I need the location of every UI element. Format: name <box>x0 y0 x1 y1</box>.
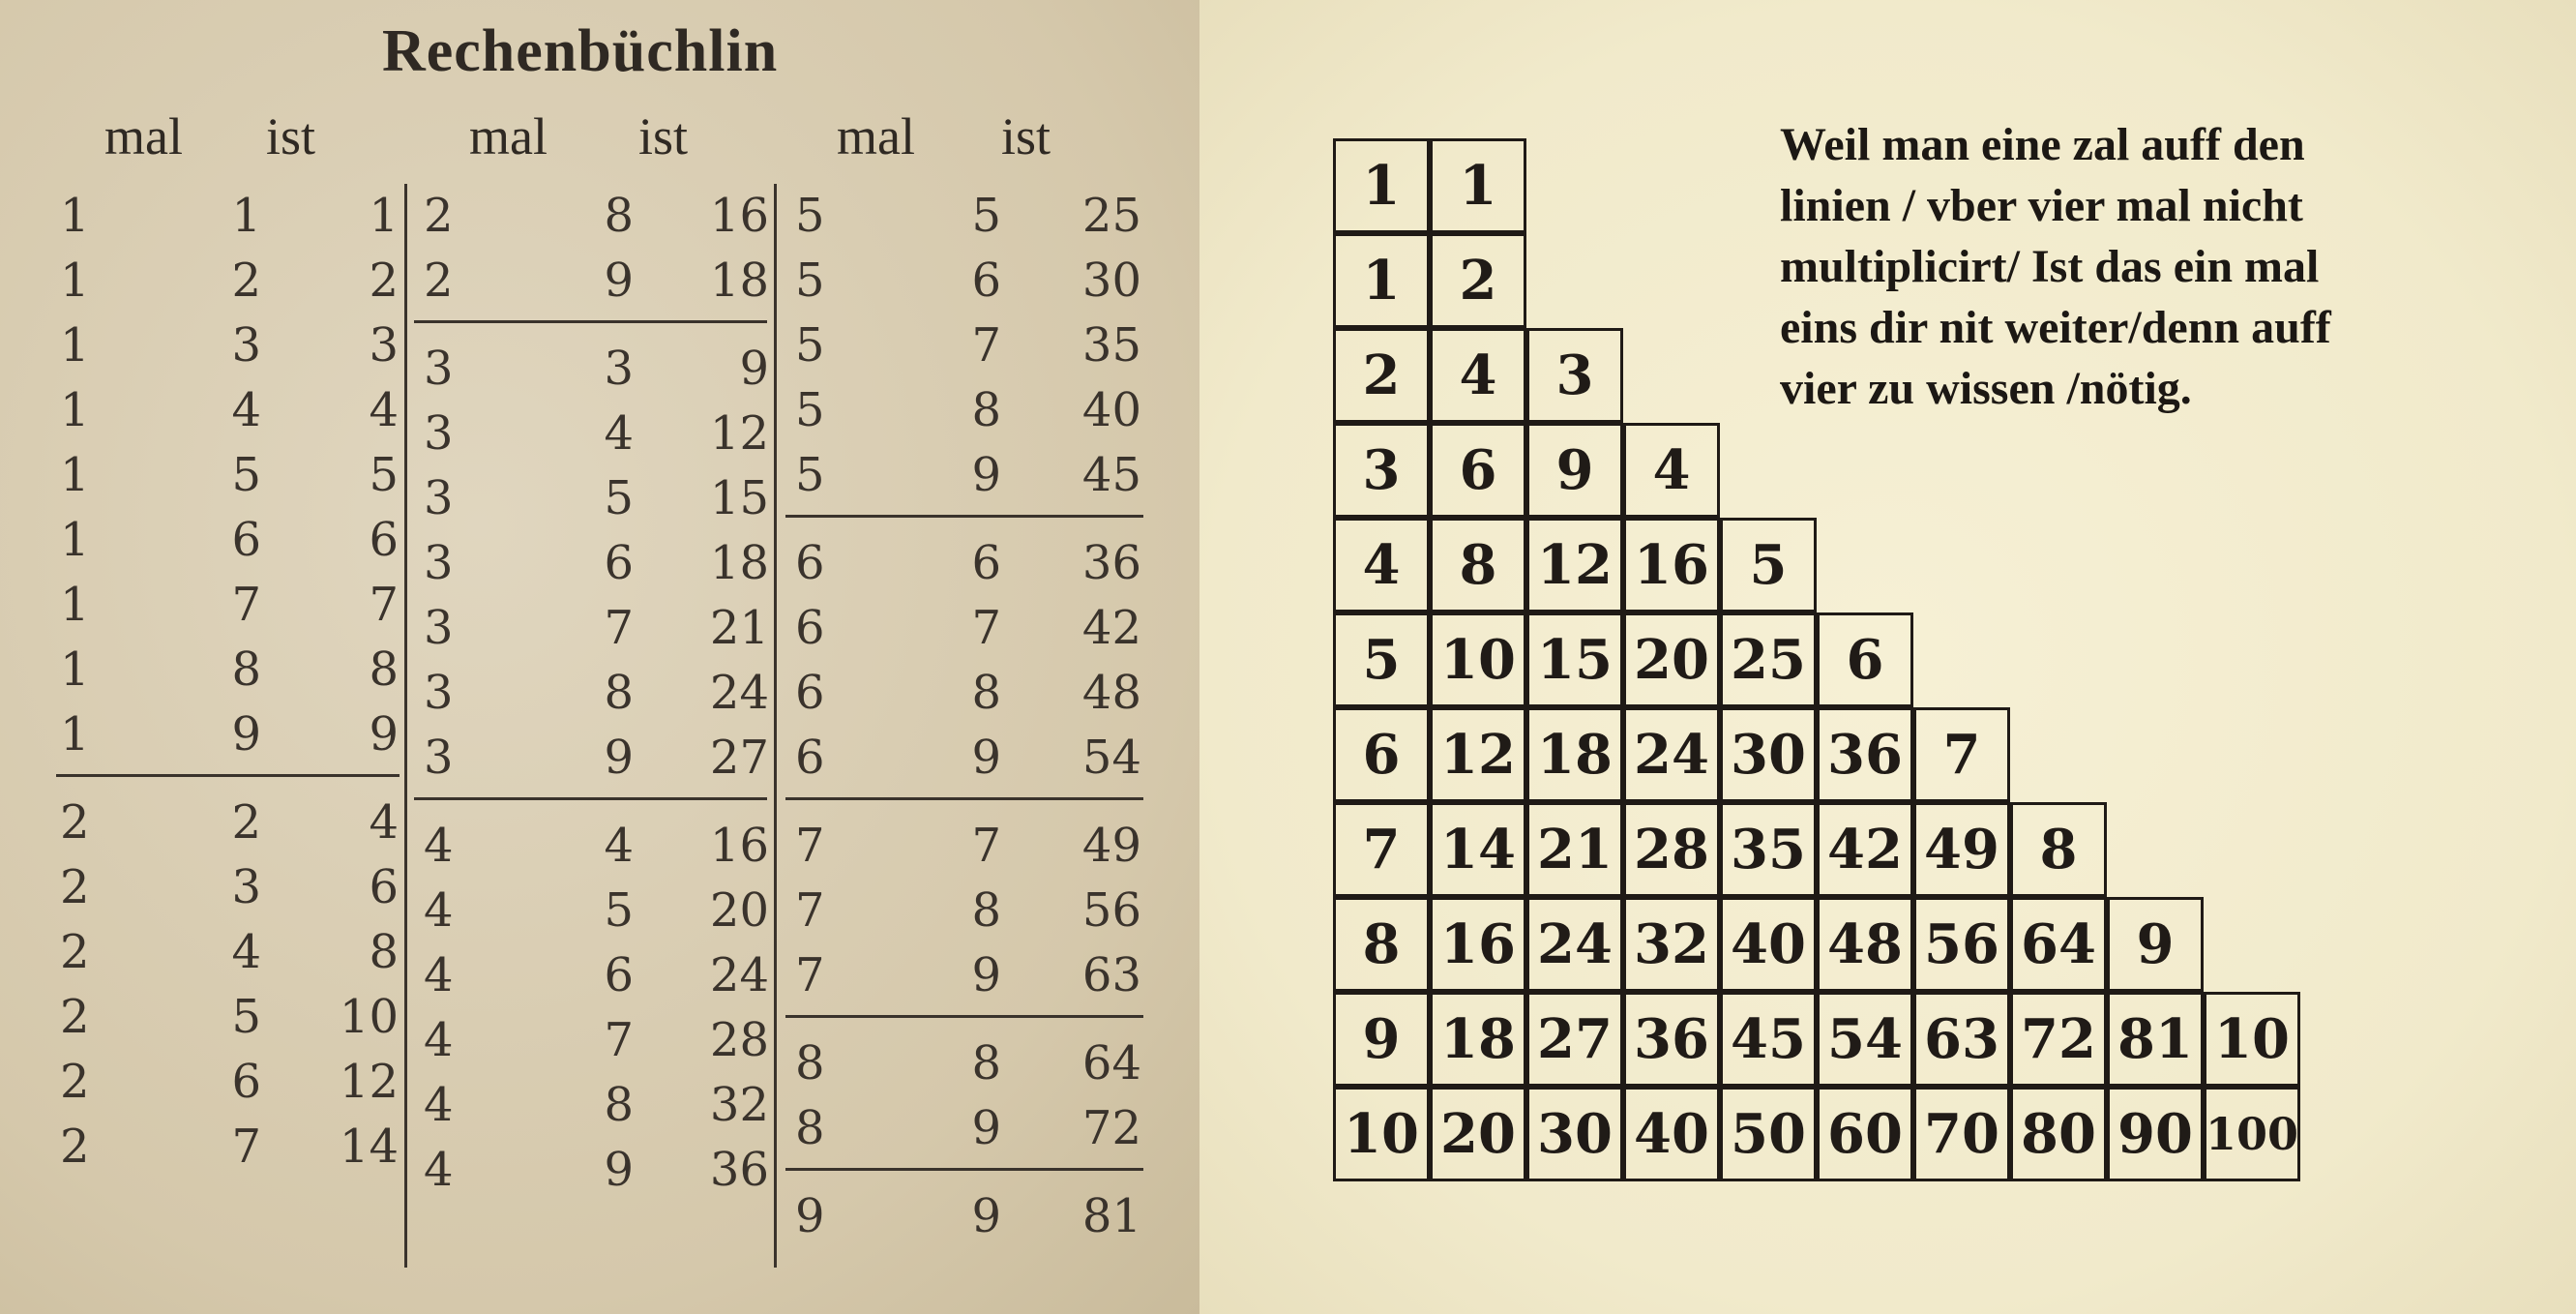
table-cell: 28 <box>1623 802 1720 897</box>
multiplicand: 1 <box>60 707 90 762</box>
table-cell: 16 <box>1623 518 1720 612</box>
multiplicand: 4 <box>424 1143 454 1197</box>
product: 25 <box>1081 189 1141 243</box>
header-mal-3: mal <box>837 107 915 165</box>
multiplier: 5 <box>971 189 1001 243</box>
table-cell: 80 <box>2010 1087 2107 1181</box>
multiplier: 6 <box>231 513 261 567</box>
table-cell: 18 <box>1430 992 1526 1087</box>
header-mal-2: mal <box>469 107 548 165</box>
multiplier: 7 <box>971 819 1001 873</box>
product: 4 <box>369 795 399 850</box>
diagonal-cell: 5 <box>1720 518 1817 612</box>
multiplier: 8 <box>971 883 1001 938</box>
product: 81 <box>1081 1189 1141 1243</box>
product: 9 <box>739 342 769 396</box>
product: 12 <box>339 1055 399 1109</box>
multiplicand: 6 <box>795 601 825 655</box>
multiplier: 6 <box>604 536 634 590</box>
diagonal-cell: 10 <box>2204 992 2300 1087</box>
table-cell: 15 <box>1526 612 1623 707</box>
group-divider <box>414 797 767 800</box>
multiplicand: 1 <box>60 448 90 502</box>
product: 10 <box>339 990 399 1044</box>
product: 54 <box>1081 731 1141 785</box>
multiplicand: 1 <box>60 189 90 243</box>
multiplicand: 5 <box>795 189 825 243</box>
product: 27 <box>709 731 769 785</box>
table-cell: 8 <box>1430 518 1526 612</box>
multiplier: 2 <box>231 795 261 850</box>
multiplicand: 5 <box>795 383 825 437</box>
table-cell: 24 <box>1526 897 1623 992</box>
product: 49 <box>1081 819 1141 873</box>
table-cell: 7 <box>1333 802 1430 897</box>
multiplicand: 2 <box>60 1120 90 1174</box>
header-mal-1: mal <box>104 107 183 165</box>
multiplier: 2 <box>231 254 261 308</box>
product: 45 <box>1081 448 1141 502</box>
note-line: Weil man eine zal auff den <box>1780 119 2305 170</box>
multiplicand: 5 <box>795 254 825 308</box>
product: 40 <box>1081 383 1141 437</box>
multiplicand: 2 <box>424 254 454 308</box>
multiplicand: 5 <box>795 448 825 502</box>
multiplier: 8 <box>604 189 634 243</box>
multiplicand: 1 <box>60 383 90 437</box>
multiplier: 9 <box>604 254 634 308</box>
product: 42 <box>1081 601 1141 655</box>
multiplicand: 3 <box>424 342 454 396</box>
multiplier: 3 <box>604 342 634 396</box>
table-cell: 64 <box>2010 897 2107 992</box>
table-cell: 27 <box>1526 992 1623 1087</box>
multiplier: 4 <box>231 925 261 979</box>
table-cell: 60 <box>1817 1087 1913 1181</box>
table-cell: 30 <box>1526 1087 1623 1181</box>
product: 2 <box>369 254 399 308</box>
multiplier: 9 <box>971 948 1001 1002</box>
multiplicand: 9 <box>795 1189 825 1243</box>
diagonal-cell: 9 <box>2107 897 2204 992</box>
group-divider <box>785 797 1143 800</box>
product: 8 <box>369 642 399 697</box>
product: 24 <box>709 666 769 720</box>
table-cell: 10 <box>1333 1087 1430 1181</box>
multiplier: 5 <box>604 471 634 525</box>
left-page <box>0 0 1199 1314</box>
table-cell: 50 <box>1720 1087 1817 1181</box>
table-cell: 56 <box>1913 897 2010 992</box>
table-cell: 10 <box>1430 612 1526 707</box>
multiplier: 6 <box>231 1055 261 1109</box>
multiplier: 8 <box>971 1036 1001 1090</box>
table-cell: 42 <box>1817 802 1913 897</box>
multiplicand: 1 <box>60 254 90 308</box>
header-ist-2: ist <box>638 107 689 165</box>
table-cell: 24 <box>1623 707 1720 802</box>
product: 18 <box>709 254 769 308</box>
diagonal-cell: 6 <box>1817 612 1913 707</box>
table-cell: 54 <box>1817 992 1913 1087</box>
table-cell: 40 <box>1623 1087 1720 1181</box>
table-cell: 12 <box>1430 707 1526 802</box>
header-ist-3: ist <box>1001 107 1051 165</box>
table-cell: 6 <box>1333 707 1430 802</box>
product: 35 <box>1081 318 1141 373</box>
table-cell: 2 <box>1333 328 1430 423</box>
table-cell: 9 <box>1333 992 1430 1087</box>
product: 6 <box>369 860 399 914</box>
multiplicand: 3 <box>424 601 454 655</box>
multiplicand: 1 <box>60 578 90 632</box>
group-divider <box>414 320 767 323</box>
multiplier: 7 <box>971 601 1001 655</box>
table-cell: 2 <box>1430 233 1526 328</box>
table-cell: 25 <box>1720 612 1817 707</box>
table-cell: 3 <box>1333 423 1430 518</box>
multiplier: 8 <box>971 383 1001 437</box>
table-cell: 48 <box>1817 897 1913 992</box>
product: 16 <box>709 189 769 243</box>
product: 18 <box>709 536 769 590</box>
multiplicand: 3 <box>424 536 454 590</box>
note-line: vier zu wissen /nötig. <box>1780 363 2192 414</box>
product: 15 <box>709 471 769 525</box>
product: 12 <box>709 406 769 461</box>
multiplicand: 4 <box>424 883 454 938</box>
multiplicand: 2 <box>60 990 90 1044</box>
table-cell: 16 <box>1430 897 1526 992</box>
multiplier: 8 <box>231 642 261 697</box>
table-cell: 100 <box>2204 1087 2300 1181</box>
product: 7 <box>369 578 399 632</box>
column-rule-1 <box>404 184 407 1268</box>
multiplicand: 4 <box>424 819 454 873</box>
multiplicand: 2 <box>60 795 90 850</box>
multiplier: 9 <box>971 731 1001 785</box>
product: 24 <box>709 948 769 1002</box>
product: 3 <box>369 318 399 373</box>
product: 8 <box>369 925 399 979</box>
table-cell: 1 <box>1333 138 1430 233</box>
table-cell: 12 <box>1526 518 1623 612</box>
table-cell: 36 <box>1817 707 1913 802</box>
product: 21 <box>709 601 769 655</box>
multiplicand: 2 <box>60 925 90 979</box>
multiplicand: 6 <box>795 666 825 720</box>
multiplicand: 7 <box>795 883 825 938</box>
table-cell: 5 <box>1333 612 1430 707</box>
table-cell: 8 <box>1333 897 1430 992</box>
multiplier: 1 <box>231 189 261 243</box>
table-cell: 20 <box>1623 612 1720 707</box>
product: 14 <box>339 1120 399 1174</box>
table-cell: 20 <box>1430 1087 1526 1181</box>
multiplicand: 6 <box>795 536 825 590</box>
multiplicand: 5 <box>795 318 825 373</box>
multiplicand: 4 <box>424 948 454 1002</box>
table-cell: 35 <box>1720 802 1817 897</box>
multiplier: 7 <box>231 578 261 632</box>
group-divider <box>56 774 400 777</box>
product: 1 <box>369 189 399 243</box>
table-cell: 36 <box>1623 992 1720 1087</box>
multiplicand: 1 <box>60 318 90 373</box>
table-cell: 4 <box>1333 518 1430 612</box>
multiplier: 5 <box>231 448 261 502</box>
multiplicand: 2 <box>424 189 454 243</box>
multiplier: 8 <box>604 666 634 720</box>
table-cell: 1 <box>1333 233 1430 328</box>
column-rule-2 <box>774 184 777 1268</box>
multiplicand: 3 <box>424 406 454 461</box>
product: 20 <box>709 883 769 938</box>
product: 56 <box>1081 883 1141 938</box>
multiplicand: 8 <box>795 1036 825 1090</box>
multiplier: 7 <box>231 1120 261 1174</box>
running-head: Rechenbüchlin <box>382 18 779 84</box>
group-divider <box>785 515 1143 518</box>
product: 64 <box>1081 1036 1141 1090</box>
multiplier: 9 <box>231 707 261 762</box>
multiplier: 3 <box>231 860 261 914</box>
multiplicand: 1 <box>60 513 90 567</box>
product: 30 <box>1081 254 1141 308</box>
multiplicand: 4 <box>424 1078 454 1132</box>
multiplier: 4 <box>231 383 261 437</box>
multiplier: 6 <box>971 254 1001 308</box>
multiplier: 9 <box>604 731 634 785</box>
product: 16 <box>709 819 769 873</box>
multiplicand: 3 <box>424 666 454 720</box>
table-cell: 14 <box>1430 802 1526 897</box>
multiplier: 7 <box>604 601 634 655</box>
multiplicand: 6 <box>795 731 825 785</box>
diagonal-cell: 3 <box>1526 328 1623 423</box>
note-line: multiplicirt/ Ist das ein mal <box>1780 241 2320 292</box>
multiplier: 3 <box>231 318 261 373</box>
product: 28 <box>709 1013 769 1067</box>
table-cell: 21 <box>1526 802 1623 897</box>
product: 36 <box>709 1143 769 1197</box>
multiplier: 7 <box>971 318 1001 373</box>
multiplier: 7 <box>604 1013 634 1067</box>
right-page <box>1199 0 2576 1314</box>
table-cell: 90 <box>2107 1087 2204 1181</box>
multiplicand: 1 <box>60 642 90 697</box>
multiplier: 9 <box>971 448 1001 502</box>
group-divider <box>785 1168 1143 1171</box>
multiplier: 9 <box>604 1143 634 1197</box>
multiplier: 5 <box>231 990 261 1044</box>
table-cell: 1 <box>1430 138 1526 233</box>
multiplicand: 3 <box>424 471 454 525</box>
multiplicand: 8 <box>795 1101 825 1155</box>
table-cell: 40 <box>1720 897 1817 992</box>
diagonal-cell: 7 <box>1913 707 2010 802</box>
product: 48 <box>1081 666 1141 720</box>
table-cell: 81 <box>2107 992 2204 1087</box>
product: 63 <box>1081 948 1141 1002</box>
multiplicand: 7 <box>795 948 825 1002</box>
product: 9 <box>369 707 399 762</box>
multiplier: 4 <box>604 819 634 873</box>
product: 72 <box>1081 1101 1141 1155</box>
table-cell: 18 <box>1526 707 1623 802</box>
table-cell: 6 <box>1430 423 1526 518</box>
table-cell: 72 <box>2010 992 2107 1087</box>
table-cell: 45 <box>1720 992 1817 1087</box>
table-cell: 70 <box>1913 1087 2010 1181</box>
product: 4 <box>369 383 399 437</box>
table-cell: 63 <box>1913 992 2010 1087</box>
explanatory-note <box>1780 114 2554 419</box>
diagonal-cell: 8 <box>2010 802 2107 897</box>
multiplicand: 2 <box>60 860 90 914</box>
multiplier: 8 <box>604 1078 634 1132</box>
table-cell: 9 <box>1526 423 1623 518</box>
multiplier: 9 <box>971 1101 1001 1155</box>
multiplicand: 7 <box>795 819 825 873</box>
multiplicand: 3 <box>424 731 454 785</box>
group-divider <box>785 1015 1143 1018</box>
product: 36 <box>1081 536 1141 590</box>
multiplier: 8 <box>971 666 1001 720</box>
header-ist-1: ist <box>266 107 316 165</box>
diagonal-cell: 4 <box>1623 423 1720 518</box>
table-cell: 32 <box>1623 897 1720 992</box>
product: 32 <box>709 1078 769 1132</box>
product: 5 <box>369 448 399 502</box>
note-line: eins dir nit weiter/denn auff <box>1780 302 2331 353</box>
multiplier: 5 <box>604 883 634 938</box>
table-cell: 30 <box>1720 707 1817 802</box>
multiplier: 6 <box>604 948 634 1002</box>
multiplier: 9 <box>971 1189 1001 1243</box>
multiplier: 4 <box>604 406 634 461</box>
note-line: linien / vber vier mal nicht <box>1780 180 2303 231</box>
multiplicand: 4 <box>424 1013 454 1067</box>
multiplier: 6 <box>971 536 1001 590</box>
table-cell: 4 <box>1430 328 1526 423</box>
table-cell: 49 <box>1913 802 2010 897</box>
product: 6 <box>369 513 399 567</box>
multiplicand: 2 <box>60 1055 90 1109</box>
